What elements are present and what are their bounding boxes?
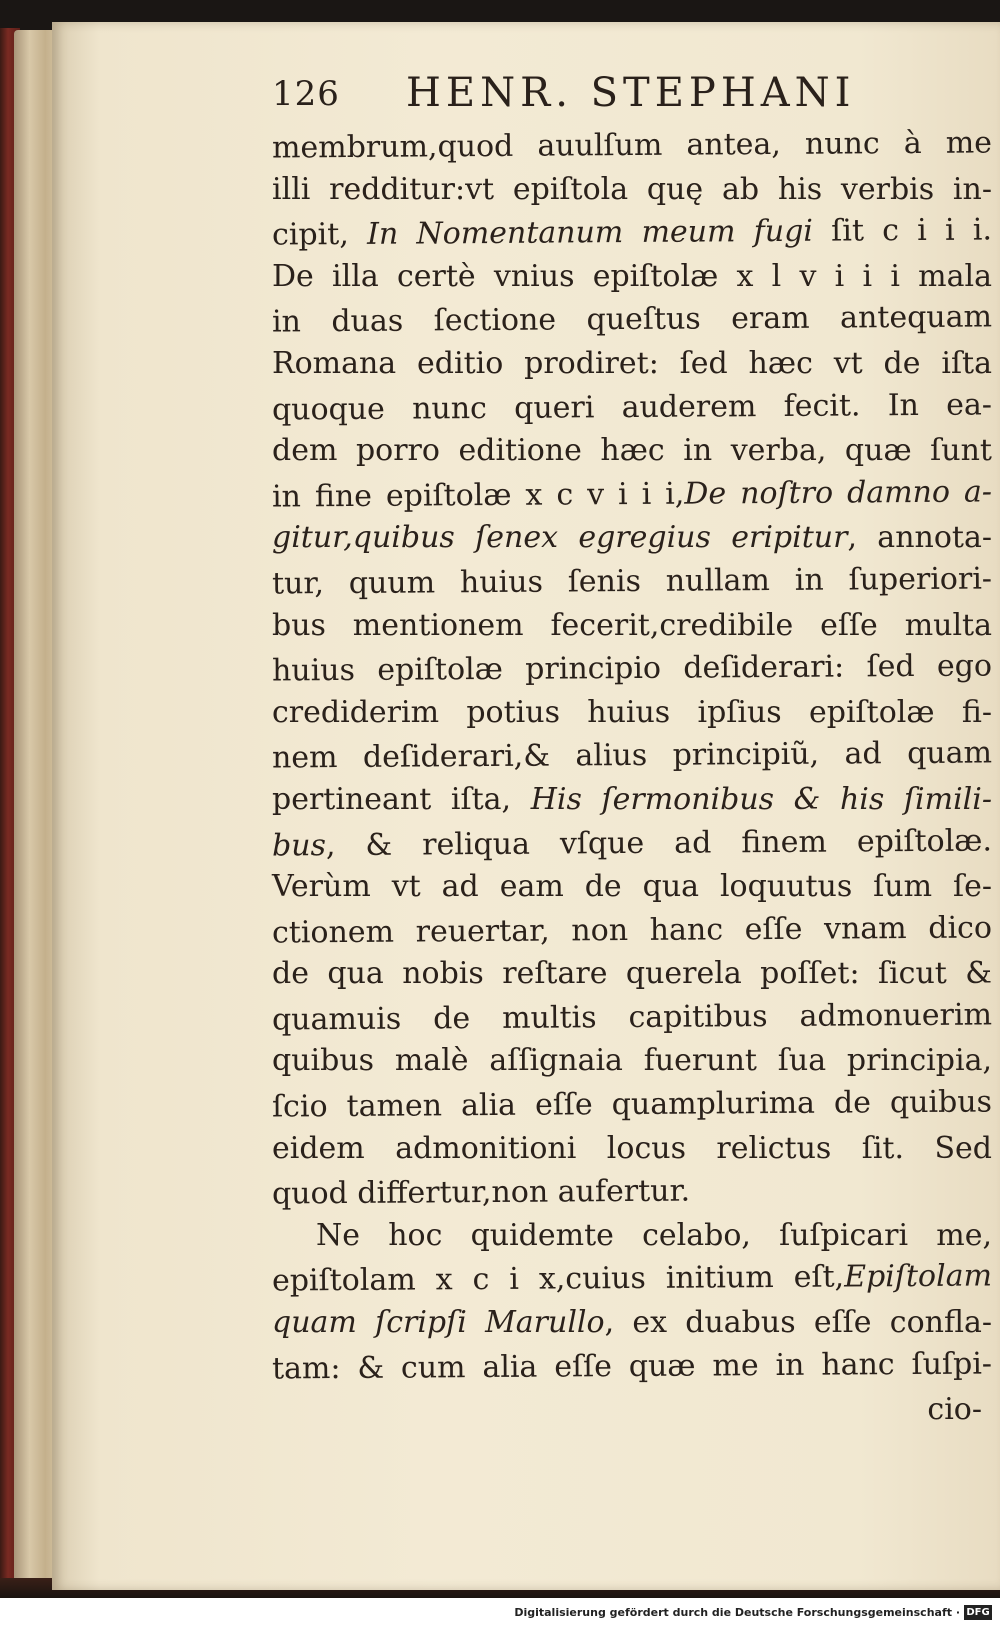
italic-segment: Epiſtolam: [844, 1258, 993, 1295]
page-number: 126: [272, 74, 340, 114]
text-line: [272, 952, 992, 996]
text-line: [272, 1255, 992, 1304]
text-segment: membrum,quod auulſum antea, nunc à me: [271, 125, 993, 166]
text-segment: ctionem reuertar, non hanc eſſe vnam dico: [271, 910, 993, 951]
text-line: [272, 470, 992, 519]
text-segment: eidem admonitioni locus relictus ſit. Sed: [272, 1130, 992, 1166]
text-line: [272, 819, 992, 868]
text-line: [272, 1301, 992, 1345]
text-segment: Romana editio prodiret: ſed hæc vt de iſta: [272, 345, 992, 381]
text-segment: bus mentionem fecerit,credibile eſſe multa: [272, 607, 992, 643]
text-segment: nem deſiderari,& alius principiũ, ad quam: [271, 735, 993, 776]
dfg-logo: DFG: [964, 1605, 992, 1620]
text-block: [272, 64, 992, 1432]
text-segment: tur, quum huius ſenis nullam in ſuperiori-: [271, 561, 993, 602]
running-title: HENR. STEPHANI: [406, 70, 856, 116]
funding-credit: Digitalisierung gefördert durch die Deutsche Forschungsgemeinschaft ·: [514, 1606, 960, 1619]
text-segment: , & reliqua vſque ad finem epiſtolæ.: [325, 822, 993, 863]
text-segment: in duas ſectione queſtus eram antequam: [271, 299, 993, 340]
text-line: [272, 865, 992, 909]
text-segment: cipit,: [271, 217, 368, 253]
text-line: [272, 645, 992, 694]
text-line: [272, 383, 992, 432]
text-segment: epiſtolam x c i x,cuius initium eſt,: [271, 1259, 845, 1299]
italic-segment: De noſtro damno a-: [684, 474, 993, 512]
text-line: [272, 1214, 992, 1258]
text-line: [272, 732, 992, 781]
text-segment: quod differtur,non aufertur.: [271, 1173, 691, 1212]
text-line: [272, 778, 992, 822]
text-segment: quamuis de multis capitibus admonuerim: [271, 997, 993, 1038]
text-segment: illi redditur:vt epiſtola quę ab his verbis in-: [272, 171, 992, 207]
text-line: [272, 168, 992, 212]
text-segment: in fine epiſtolæ x c v i i i,: [271, 476, 685, 515]
text-line: [272, 296, 992, 345]
footer-bar: [0, 1598, 1000, 1630]
italic-segment: gitur,quibus ſenex egregius eripitur: [272, 520, 848, 556]
text-line: [272, 209, 992, 258]
text-segment: De illa certè vnius epiſtolæ x l v i i i mala: [272, 258, 992, 294]
text-line: [272, 342, 992, 386]
text-segment: tam: & cum alia eſſe quæ me in hanc ſuſpi-: [271, 1346, 993, 1387]
text-segment: ſit c i i i.: [812, 212, 993, 249]
text-line: [272, 1127, 992, 1171]
italic-segment: quam ſcripſi Marullo: [272, 1305, 605, 1341]
italic-segment: In Nomentanum meum fugi: [366, 213, 814, 253]
catchword: cio-: [927, 1392, 982, 1428]
text-segment: Ne hoc quidemte celabo, ſuſpicari me,: [316, 1217, 992, 1253]
text-line: [272, 121, 992, 170]
text-segment: , annota-: [847, 520, 992, 556]
text-segment: ſcio tamen alia eſſe quamplurima de quibus: [271, 1084, 993, 1125]
italic-segment: His ſermonibus & his ſimili-: [530, 781, 992, 817]
text-segment: quoque nunc queri auderem fecit. In ea-: [271, 387, 993, 428]
text-line: [272, 906, 992, 955]
running-header: [272, 64, 992, 124]
text-line: [272, 1342, 992, 1391]
text-segment: dem porro editione hæc in verba, quæ ſunt: [272, 433, 992, 469]
text-line: [272, 604, 992, 648]
text-line: [272, 516, 992, 560]
text-line: [272, 1168, 992, 1217]
text-line: [272, 255, 992, 299]
text-segment: Verùm vt ad eam de qua loquutus ſum ſe-: [272, 869, 992, 905]
text-segment: huius epiſtolæ principio deſiderari: ſed ego: [271, 648, 993, 689]
text-line: [272, 557, 992, 606]
text-segment: quibus malè aſſignaia fuerunt ſua principia,: [272, 1043, 992, 1079]
text-line: [272, 691, 992, 735]
text-line: [272, 1081, 992, 1130]
book-page: [52, 22, 1000, 1590]
text-segment: , ex duabus eſſe confla-: [604, 1305, 992, 1341]
italic-segment: bus: [271, 827, 327, 864]
text-segment: pertineant iſta,: [272, 781, 531, 817]
body-text: [272, 124, 992, 1432]
text-line: [272, 429, 992, 473]
text-segment: crediderim potius huius ipſius epiſtolæ fi-: [272, 694, 992, 730]
text-segment: de qua nobis reſtare querela poſſet: ſicut &: [272, 956, 992, 992]
text-line: [272, 1039, 992, 1083]
text-line: [272, 993, 992, 1042]
